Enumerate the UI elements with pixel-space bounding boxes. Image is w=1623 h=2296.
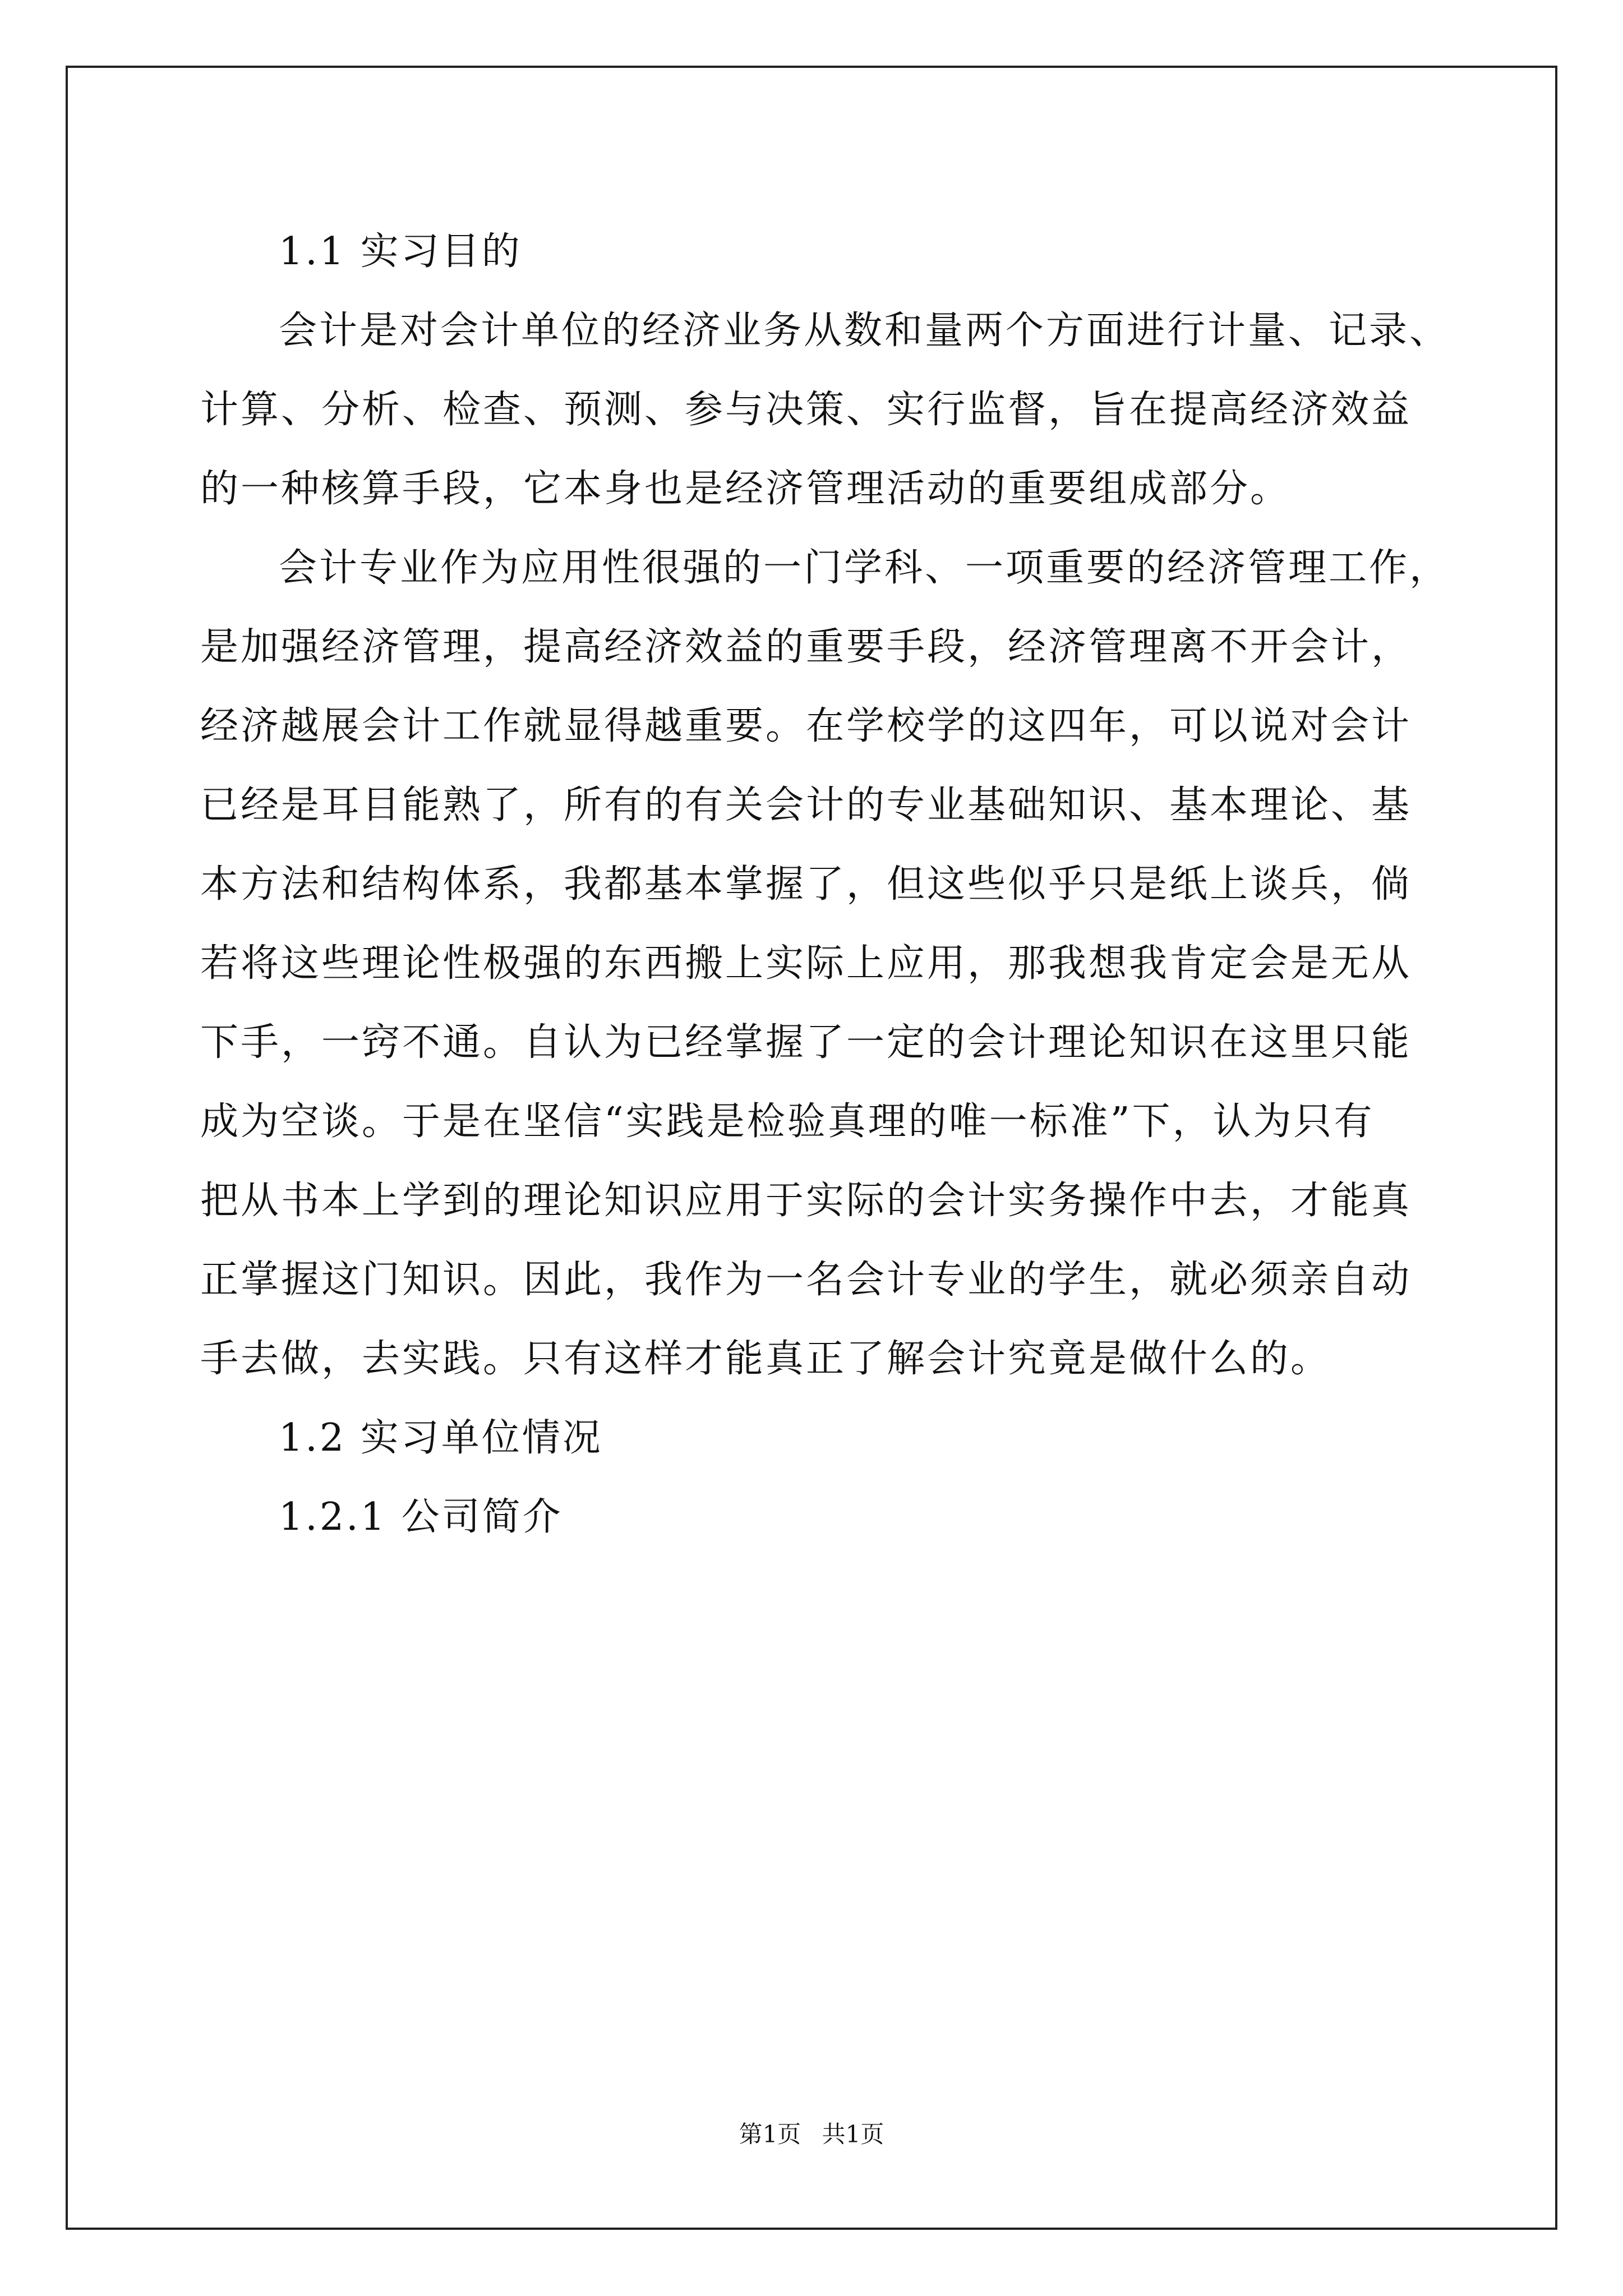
heading-1-2-1: 1.2.1 公司简介 [279,1495,563,1539]
page-number-current: 第1页 [739,2120,801,2148]
paragraph-line: 的一种核算手段，它本身也是经济管理活动的重要组成部分。 [200,467,1291,511]
heading-1-1: 1.1 实习目的 [279,229,522,274]
page-footer [0,2118,1623,2151]
paragraph-line: 把从书本上学到的理论知识应用于实际的会计实务操作中去，才能真 [200,1179,1412,1223]
paragraph-line: 若将这些理论性极强的东西搬上实际上应用，那我想我肯定会是无从 [200,941,1412,986]
document-body [200,212,1450,1557]
paragraph-accounting-major [200,528,1450,1398]
paragraph-line: 本方法和结构体系，我都基本掌握了，但这些似乎只是纸上谈兵，倘 [200,862,1412,907]
paragraph-line: 手去做，去实践。只有这样才能真正了解会计究竟是做什么的。 [200,1337,1331,1381]
page-number-total: 共1页 [822,2120,884,2148]
paragraph-line: 会计是对会计单位的经济业务从数和量两个方面进行计量、记录、 [279,309,1450,353]
paragraph-line: 已经是耳目能熟了，所有的有关会计的专业基础知识、基本理论、基 [200,783,1412,827]
paragraph-line: 是加强经济管理，提高经济效益的重要手段，经济管理离不开会计， [200,625,1412,669]
heading-1-2: 1.2 实习单位情况 [279,1416,603,1460]
paragraph-line: 下手，一窍不通。自认为已经掌握了一定的会计理论知识在这里只能 [200,1020,1412,1065]
paragraph-line: 正掌握这门知识。因此，我作为一名会计专业的学生，就必须亲自动 [200,1258,1412,1302]
paragraph-line: 成为空谈。于是在坚信“实践是检验真理的唯一标准”下，认为只有 [200,1099,1375,1144]
paragraph-purpose [200,291,1450,528]
paragraph-line: 会计专业作为应用性很强的一门学科、一项重要的经济管理工作， [279,546,1450,590]
paragraph-line: 经济越展会计工作就显得越重要。在学校学的这四年，可以说对会计 [200,704,1412,748]
paragraph-line: 计算、分析、检查、预测、参与决策、实行监督，旨在提高经济效益 [200,388,1412,432]
